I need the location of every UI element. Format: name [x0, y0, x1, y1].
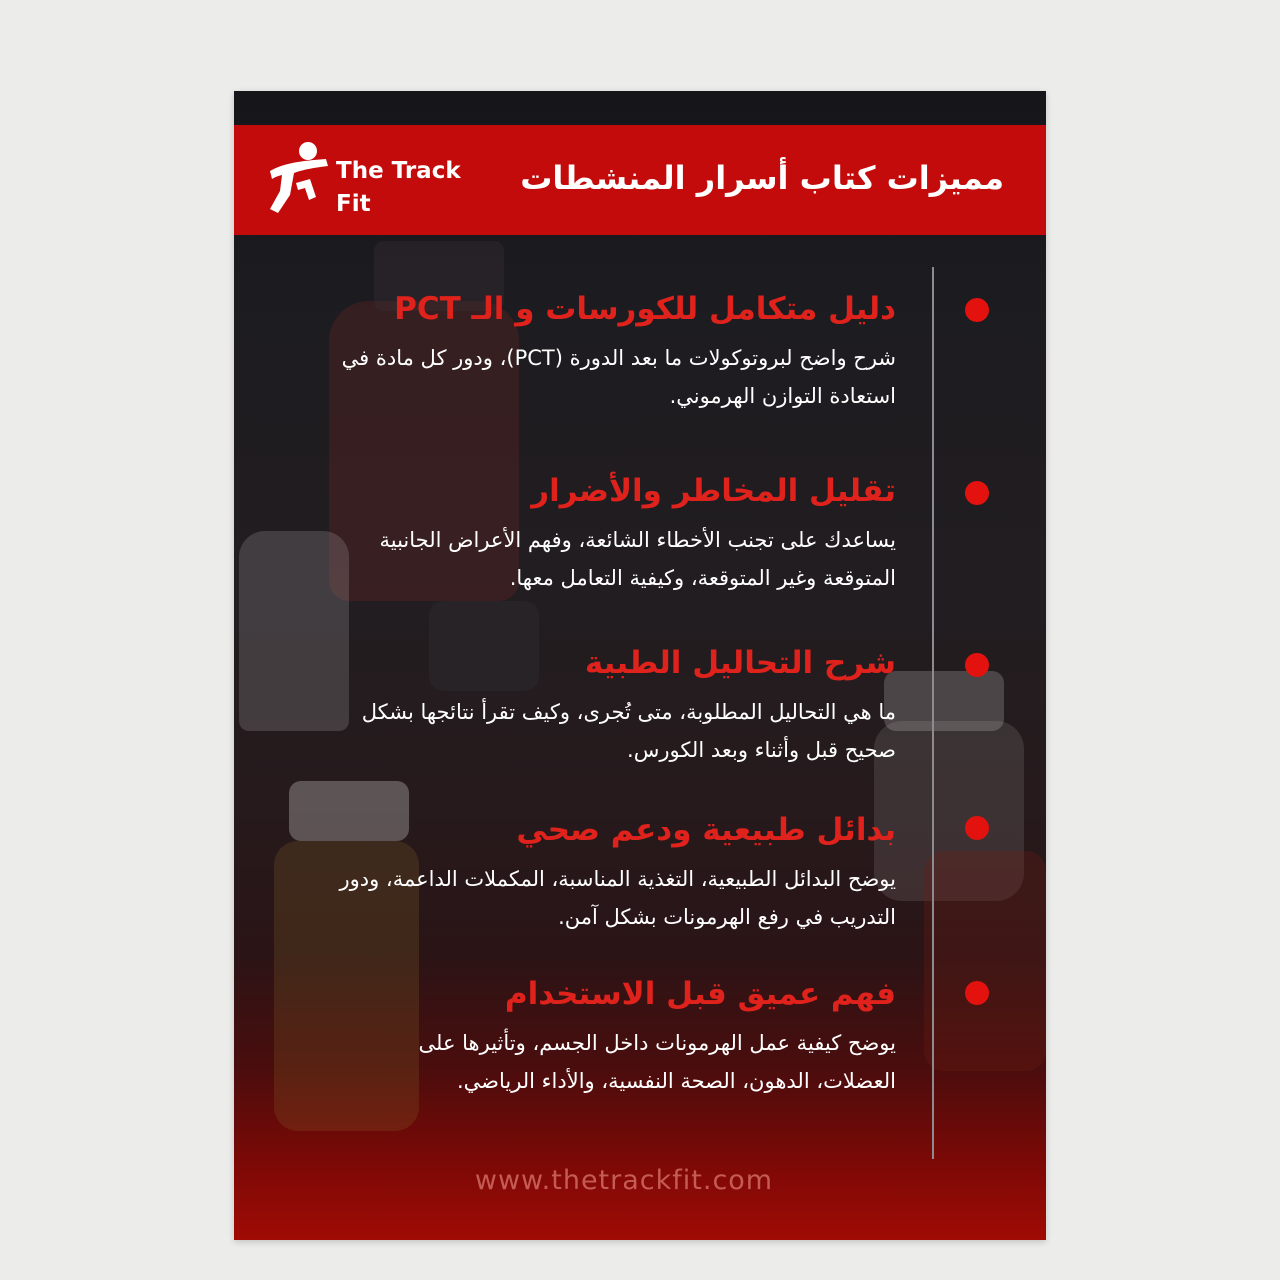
brand-line-1: The Track [336, 158, 461, 184]
brand-line-2: Fit [336, 191, 371, 217]
bullet-dot-icon [965, 298, 989, 322]
poster [234, 91, 1046, 1240]
bullet-dot-icon [965, 981, 989, 1005]
feature-description: شرح واضح لبروتوكولات ما بعد الدورة (PCT)، ودور كل مادة في استعادة التوازن الهرموني. [341, 346, 896, 408]
feature-title: تقليل المخاطر والأضرار [531, 473, 896, 509]
feature-description: ما هي التحاليل المطلوبة، متى تُجرى، وكيف تقرأ نتائجها بشكل صحيح قبل وأثناء وبعد الكورس. [361, 700, 896, 762]
page-title: مميزات كتاب أسرار المنشطات [520, 159, 1004, 197]
feature-description: يساعدك على تجنب الأخطاء الشائعة، وفهم الأعراض الجانبية المتوقعة وغير المتوقعة، وكيفية التعامل معها. [379, 528, 896, 590]
feature-title: دليل متكامل للكورسات و الـ PCT [394, 291, 896, 327]
timeline-line [932, 267, 934, 1159]
feature-item [336, 972, 896, 1100]
bullet-dot-icon [965, 481, 989, 505]
bullet-dot-icon [965, 816, 989, 840]
feature-item [336, 641, 896, 769]
feature-item [336, 287, 896, 415]
bottle-silhouette [924, 851, 1046, 1071]
feature-item [336, 469, 896, 597]
brand-name [336, 155, 476, 221]
feature-item [336, 808, 896, 936]
header-banner [234, 125, 1046, 235]
feature-title: فهم عميق قبل الاستخدام [504, 976, 896, 1012]
feature-title: بدائل طبيعية ودعم صحي [516, 812, 896, 848]
feature-description: يوضح البدائل الطبيعية، التغذية المناسبة، المكملات الداعمة، ودور التدريب في رفع الهرمونات بشكل آمن. [339, 867, 896, 929]
bottle-silhouette [239, 531, 349, 731]
website-link[interactable]: www.thetrackfit.com [474, 1165, 774, 1196]
bullet-dot-icon [965, 653, 989, 677]
feature-title: شرح التحاليل الطبية [584, 645, 896, 681]
feature-description: يوضح كيفية عمل الهرمونات داخل الجسم، وتأثيرها على العضلات، الدهون، الصحة النفسية، والأداء الرياضي. [418, 1031, 896, 1093]
running-person-logo-icon [266, 139, 334, 219]
